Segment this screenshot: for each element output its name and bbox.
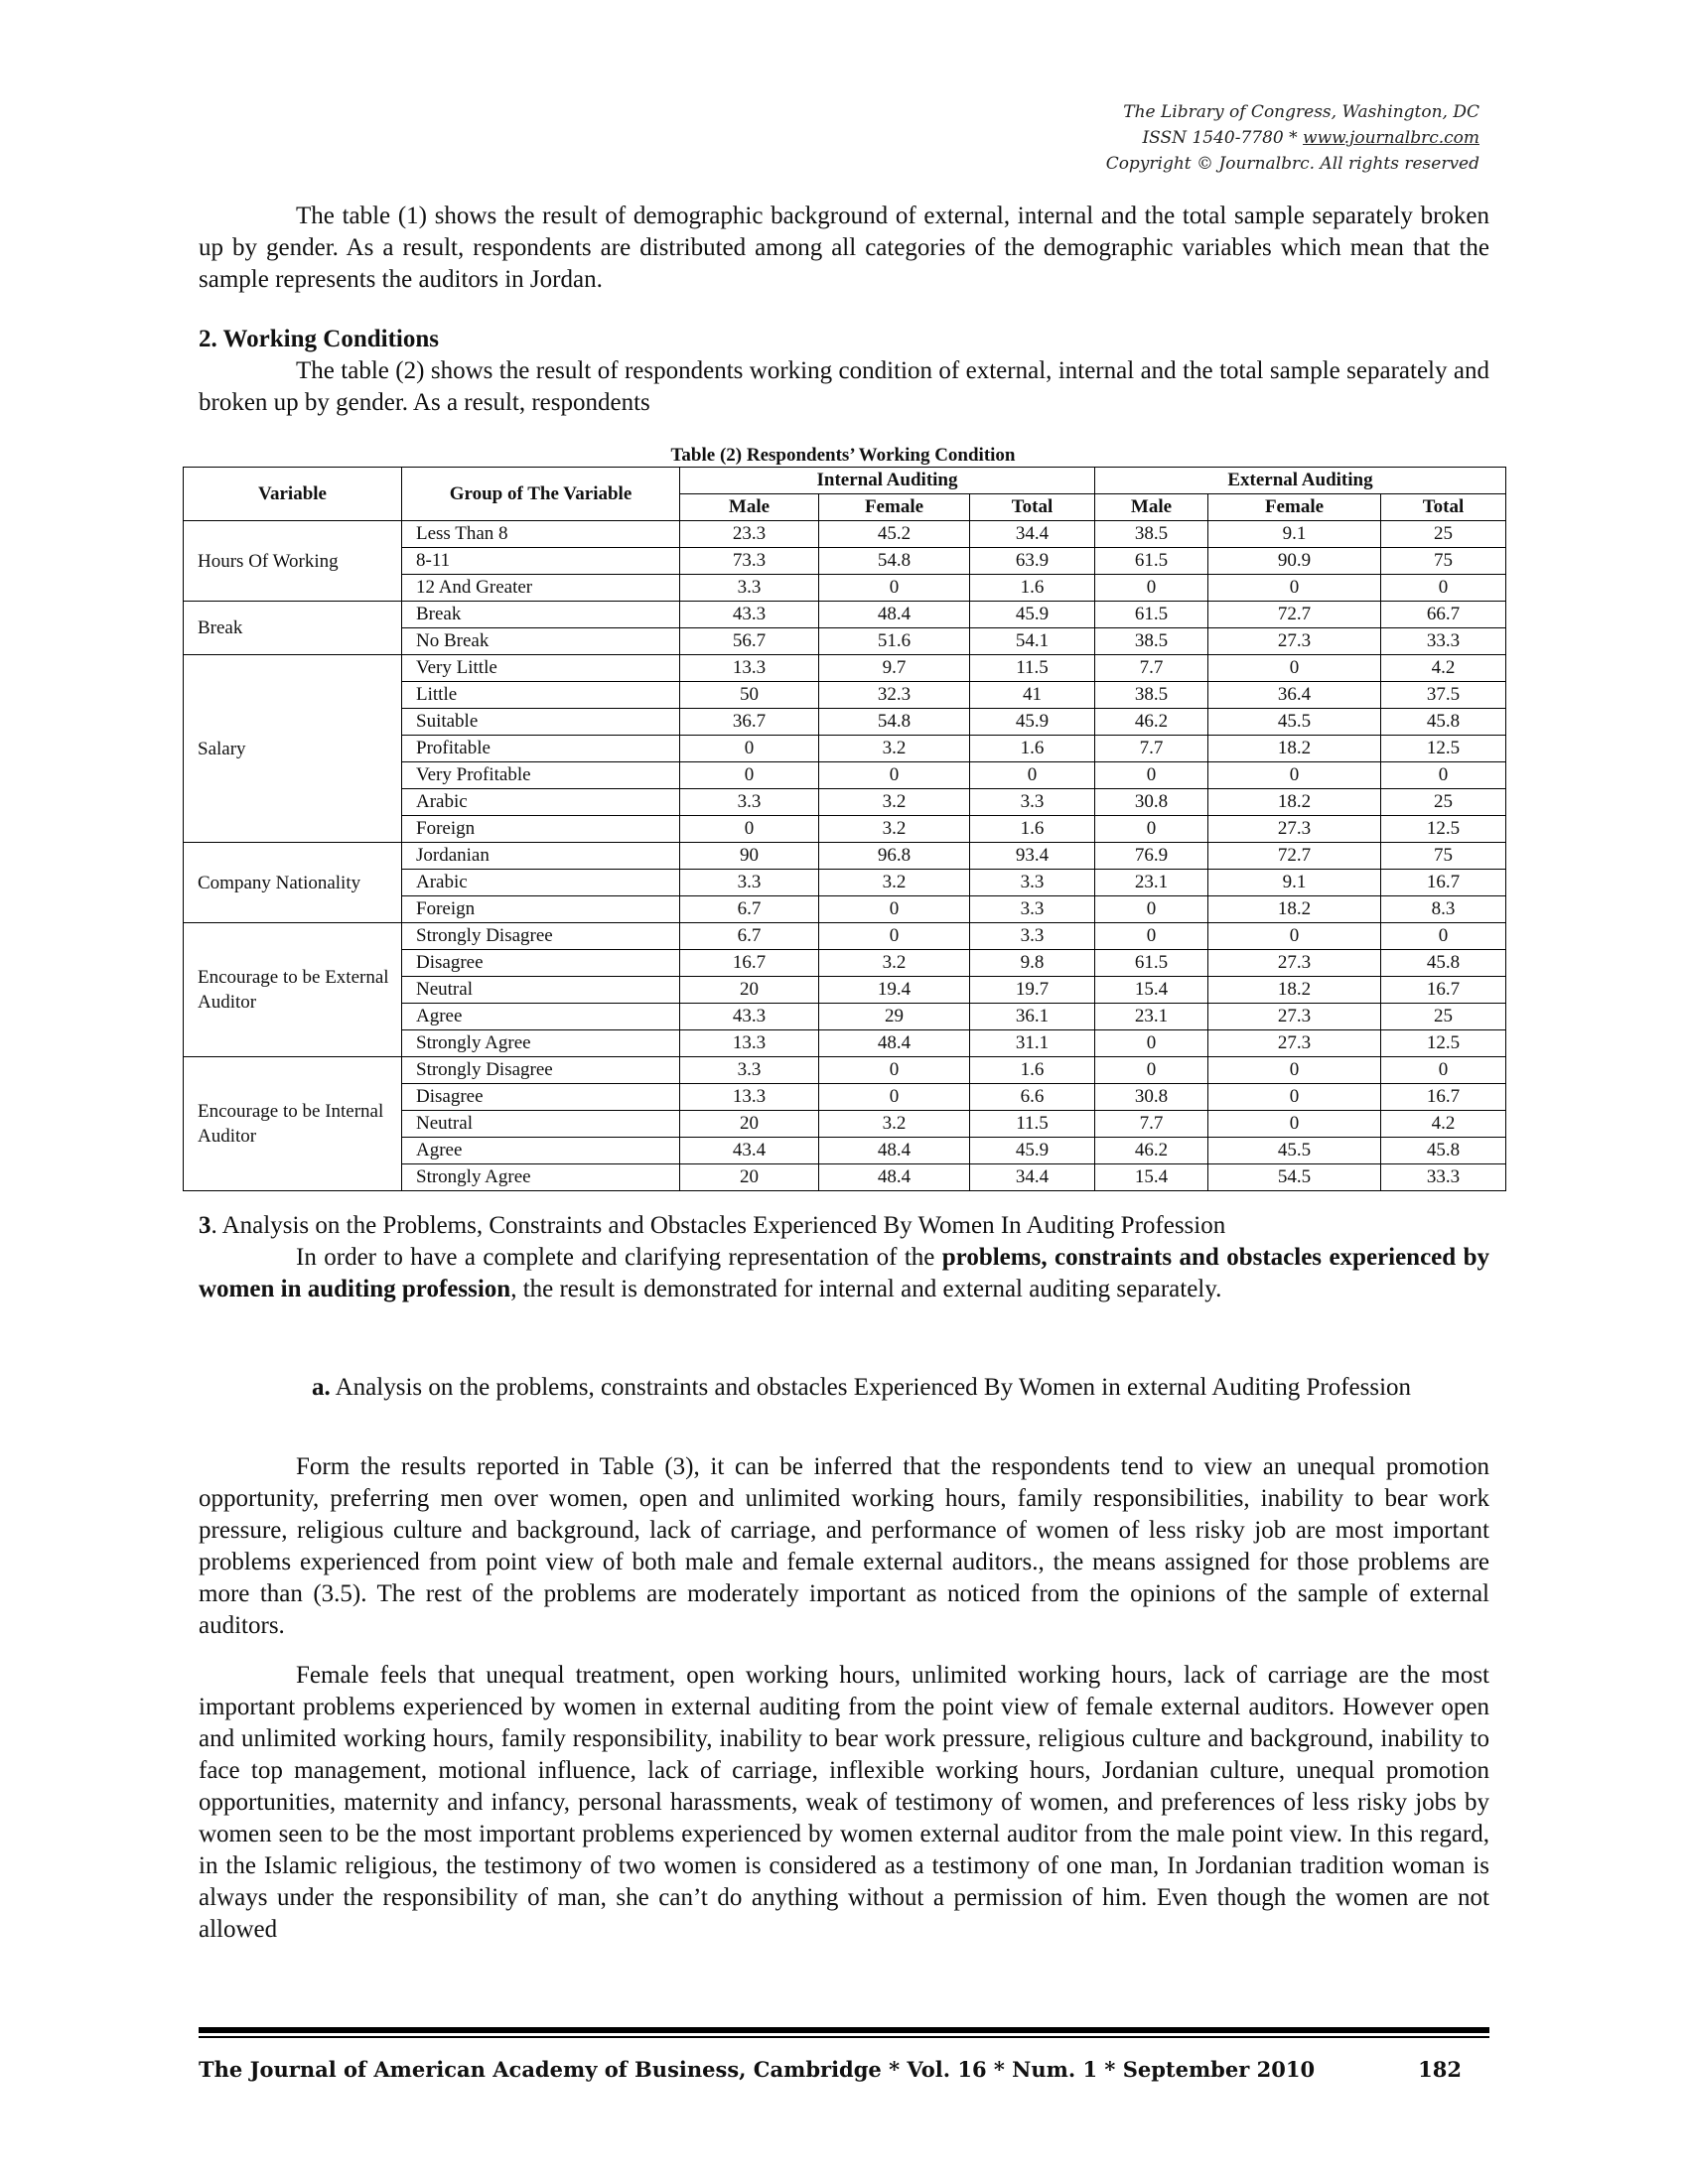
value-cell: 45.9 [970, 602, 1095, 628]
value-cell: 0 [1208, 575, 1381, 602]
value-cell: 0 [1208, 1111, 1381, 1138]
value-cell: 20 [680, 1164, 819, 1191]
value-cell: 43.3 [680, 1004, 819, 1030]
section-2-paragraph: The table (2) shows the result of respondents working condition of external, internal and the total sample separately and broken up by gender. As a result, respondents [199, 357, 1489, 416]
header-internal-auditing: Internal Auditing [680, 468, 1095, 494]
value-cell: 0 [680, 816, 819, 843]
value-cell: 37.5 [1381, 682, 1506, 709]
value-cell: 3.3 [680, 870, 819, 896]
value-cell: 27.3 [1208, 816, 1381, 843]
value-cell: 3.2 [819, 950, 970, 977]
header-line-library: The Library of Congress, Washington, DC [1123, 102, 1479, 122]
value-cell: 66.7 [1381, 602, 1506, 628]
value-cell: 8.3 [1381, 896, 1506, 923]
section-2 [199, 324, 1489, 419]
page-header [1106, 99, 1479, 177]
value-cell: 16.7 [1381, 1084, 1506, 1111]
group-cell: Little [402, 682, 680, 709]
value-cell: 3.3 [680, 1057, 819, 1084]
value-cell: 12.5 [1381, 1030, 1506, 1057]
group-cell: Suitable [402, 709, 680, 736]
value-cell: 61.5 [1095, 602, 1208, 628]
value-cell: 75 [1381, 843, 1506, 870]
value-cell: 9.1 [1208, 521, 1381, 548]
variable-cell: Encourage to be Internal Auditor [184, 1057, 402, 1191]
value-cell: 4.2 [1381, 1111, 1506, 1138]
list-item-text: Analysis on the problems, constraints and obstacles Experienced By Women in external Auditing Profession [330, 1374, 1412, 1401]
table-caption: Table (2) Respondents’ Working Condition [670, 445, 1016, 466]
value-cell: 16.7 [680, 950, 819, 977]
value-cell: 33.3 [1381, 1164, 1506, 1191]
value-cell: 25 [1381, 521, 1506, 548]
value-cell: 45.9 [970, 1138, 1095, 1164]
value-cell: 15.4 [1095, 1164, 1208, 1191]
section-3 [199, 1210, 1489, 1305]
value-cell: 45.8 [1381, 709, 1506, 736]
table-row [184, 1057, 1506, 1084]
value-cell: 90 [680, 843, 819, 870]
value-cell: 27.3 [1208, 950, 1381, 977]
section-3-paragraph-3: Female feels that unequal treatment, open working hours, unlimited working hours, lack of carriage are the most important problems experienced by women in external auditing from the point view of female external auditors. However open and unlimited working hours, family responsibility, inability to bear work pressure, religious culture and background, inability to face top management, motional influence, lack of carriage, inflexible working hours, Jordanian culture, unequal promotion opportunities, maternity and infancy, personal harassments, weak of testimony of women, and preferences of less risky jobs by women seen to be the most important problems experienced by women external auditor from the male point view. In this regard, in the Islamic religious, the testimony of two women is considered as a testimony of one man, In Jordanian tradition woman is always under the responsibility of man, she can’t do anything without a permission of him. Even though the women are not allowed [199, 1662, 1489, 1943]
value-cell: 48.4 [819, 1138, 970, 1164]
value-cell: 3.3 [680, 789, 819, 816]
value-cell: 16.7 [1381, 870, 1506, 896]
value-cell: 0 [680, 762, 819, 789]
group-cell: Strongly Agree [402, 1030, 680, 1057]
value-cell: 0 [819, 1057, 970, 1084]
value-cell: 0 [1095, 896, 1208, 923]
section-3-paragraph-1 [199, 1242, 1489, 1305]
value-cell: 0 [819, 923, 970, 950]
value-cell: 18.2 [1208, 896, 1381, 923]
value-cell: 23.1 [1095, 870, 1208, 896]
value-cell: 15.4 [1095, 977, 1208, 1004]
value-cell: 48.4 [819, 1030, 970, 1057]
value-cell: 1.6 [970, 816, 1095, 843]
header-external-auditing: External Auditing [1095, 468, 1506, 494]
group-cell: No Break [402, 628, 680, 655]
header-external-male: Male [1095, 494, 1208, 521]
value-cell: 38.5 [1095, 682, 1208, 709]
value-cell: 61.5 [1095, 548, 1208, 575]
value-cell: 18.2 [1208, 789, 1381, 816]
list-item-a [199, 1372, 1630, 1404]
para-text-a: In order to have a complete and clarifying representation of the [296, 1244, 942, 1271]
value-cell: 33.3 [1381, 628, 1506, 655]
value-cell: 0 [1381, 1057, 1506, 1084]
value-cell: 3.3 [680, 575, 819, 602]
variable-cell: Company Nationality [184, 843, 402, 923]
value-cell: 3.2 [819, 870, 970, 896]
value-cell: 3.3 [970, 896, 1095, 923]
section-3-heading [199, 1210, 1489, 1242]
section-2-heading: 2. Working Conditions [199, 326, 439, 352]
value-cell: 13.3 [680, 1084, 819, 1111]
value-cell: 30.8 [1095, 789, 1208, 816]
value-cell: 0 [819, 762, 970, 789]
section-3-heading-text: . Analysis on the Problems, Constraints and Obstacles Experienced By Women In Auditing Profession [211, 1212, 1226, 1239]
value-cell: 41 [970, 682, 1095, 709]
table-row [184, 602, 1506, 628]
header-internal-total: Total [970, 494, 1095, 521]
value-cell: 0 [1095, 1030, 1208, 1057]
value-cell: 45.8 [1381, 1138, 1506, 1164]
value-cell: 46.2 [1095, 709, 1208, 736]
value-cell: 12.5 [1381, 816, 1506, 843]
value-cell: 54.5 [1208, 1164, 1381, 1191]
value-cell: 18.2 [1208, 977, 1381, 1004]
value-cell: 0 [1095, 923, 1208, 950]
value-cell: 73.3 [680, 548, 819, 575]
group-cell: 8-11 [402, 548, 680, 575]
value-cell: 0 [1381, 575, 1506, 602]
value-cell: 27.3 [1208, 628, 1381, 655]
value-cell: 20 [680, 1111, 819, 1138]
value-cell: 34.4 [970, 521, 1095, 548]
value-cell: 30.8 [1095, 1084, 1208, 1111]
footer-rule-thick [199, 2027, 1489, 2033]
table-row [184, 521, 1506, 548]
value-cell: 45.2 [819, 521, 970, 548]
value-cell: 36.1 [970, 1004, 1095, 1030]
value-cell: 23.3 [680, 521, 819, 548]
value-cell: 1.6 [970, 575, 1095, 602]
value-cell: 0 [1095, 762, 1208, 789]
value-cell: 54.8 [819, 548, 970, 575]
group-cell: Strongly Disagree [402, 923, 680, 950]
value-cell: 34.4 [970, 1164, 1095, 1191]
footer-rule-thin [199, 2036, 1489, 2038]
working-condition-table [183, 467, 1506, 1191]
group-cell: Agree [402, 1138, 680, 1164]
value-cell: 7.7 [1095, 1111, 1208, 1138]
value-cell: 45.5 [1208, 1138, 1381, 1164]
header-internal-female: Female [819, 494, 970, 521]
value-cell: 54.1 [970, 628, 1095, 655]
value-cell: 9.8 [970, 950, 1095, 977]
value-cell: 0 [1208, 923, 1381, 950]
value-cell: 3.3 [970, 789, 1095, 816]
value-cell: 25 [1381, 789, 1506, 816]
value-cell: 72.7 [1208, 843, 1381, 870]
para-bold-phrase: problems, constraints and obstacles experienced by women in auditing profession [199, 1244, 1489, 1302]
value-cell: 3.2 [819, 816, 970, 843]
value-cell: 7.7 [1095, 736, 1208, 762]
para-text-b: , the result is demonstrated for internal and external auditing separately. [510, 1276, 1222, 1302]
value-cell: 0 [1208, 1084, 1381, 1111]
variable-cell: Break [184, 602, 402, 655]
value-cell: 56.7 [680, 628, 819, 655]
group-cell: Very Profitable [402, 762, 680, 789]
value-cell: 3.2 [819, 736, 970, 762]
value-cell: 4.2 [1381, 655, 1506, 682]
group-cell: Arabic [402, 789, 680, 816]
value-cell: 90.9 [1208, 548, 1381, 575]
value-cell: 32.3 [819, 682, 970, 709]
table-header-row-1 [184, 468, 1506, 494]
value-cell: 45.8 [1381, 950, 1506, 977]
value-cell: 0 [1208, 762, 1381, 789]
group-cell: Neutral [402, 977, 680, 1004]
group-cell: Strongly Agree [402, 1164, 680, 1191]
group-cell: Strongly Disagree [402, 1057, 680, 1084]
value-cell: 6.7 [680, 896, 819, 923]
value-cell: 43.3 [680, 602, 819, 628]
value-cell: 12.5 [1381, 736, 1506, 762]
value-cell: 0 [1095, 575, 1208, 602]
group-cell: Foreign [402, 816, 680, 843]
value-cell: 3.3 [970, 870, 1095, 896]
group-cell: Neutral [402, 1111, 680, 1138]
group-cell: Very Little [402, 655, 680, 682]
value-cell: 48.4 [819, 602, 970, 628]
value-cell: 0 [1208, 655, 1381, 682]
value-cell: 46.2 [1095, 1138, 1208, 1164]
group-cell: 12 And Greater [402, 575, 680, 602]
group-cell: Arabic [402, 870, 680, 896]
table-row [184, 843, 1506, 870]
group-cell: Disagree [402, 950, 680, 977]
value-cell: 27.3 [1208, 1004, 1381, 1030]
group-cell: Foreign [402, 896, 680, 923]
intro-paragraph: The table (1) shows the result of demographic background of external, internal and the total sample separately broken up by gender. As a result, respondents are distributed among all categories of the demographic variables which mean that the sample represents the auditors in Jordan. [199, 203, 1489, 293]
value-cell: 11.5 [970, 655, 1095, 682]
header-group: Group of The Variable [402, 468, 680, 521]
value-cell: 29 [819, 1004, 970, 1030]
value-cell: 18.2 [1208, 736, 1381, 762]
value-cell: 48.4 [819, 1164, 970, 1191]
header-external-total: Total [1381, 494, 1506, 521]
value-cell: 51.6 [819, 628, 970, 655]
value-cell: 19.4 [819, 977, 970, 1004]
value-cell: 1.6 [970, 736, 1095, 762]
group-cell: Jordanian [402, 843, 680, 870]
value-cell: 23.1 [1095, 1004, 1208, 1030]
group-cell: Less Than 8 [402, 521, 680, 548]
value-cell: 7.7 [1095, 655, 1208, 682]
value-cell: 0 [1095, 816, 1208, 843]
group-cell: Disagree [402, 1084, 680, 1111]
value-cell: 20 [680, 977, 819, 1004]
value-cell: 63.9 [970, 548, 1095, 575]
value-cell: 0 [1381, 762, 1506, 789]
group-cell: Agree [402, 1004, 680, 1030]
header-line-copyright: Copyright © Journalbrc. All rights reserved [1105, 154, 1479, 174]
header-internal-male: Male [680, 494, 819, 521]
value-cell: 25 [1381, 1004, 1506, 1030]
value-cell: 19.7 [970, 977, 1095, 1004]
value-cell: 93.4 [970, 843, 1095, 870]
value-cell: 0 [819, 1084, 970, 1111]
value-cell: 9.7 [819, 655, 970, 682]
header-line-issn [1106, 125, 1479, 151]
value-cell: 50 [680, 682, 819, 709]
variable-cell: Salary [184, 655, 402, 843]
group-cell: Profitable [402, 736, 680, 762]
value-cell: 36.7 [680, 709, 819, 736]
value-cell: 72.7 [1208, 602, 1381, 628]
value-cell: 0 [1095, 1057, 1208, 1084]
value-cell: 45.9 [970, 709, 1095, 736]
section-3-paragraph-2: Form the results reported in Table (3), it can be inferred that the respondents tend to view an unequal promotion opportunity, preferring men over women, open and unlimited working hours, family responsibilities, inability to bear work pressure, religious culture and background, lack of carriage, and performance of women of less risky job are most important problems experienced from point view of both male and female external auditors., the means assigned for those problems are more than (3.5). The rest of the problems are moderately important as noticed from the opinions of the sample of external auditors. [199, 1453, 1489, 1639]
table-row [184, 655, 1506, 682]
value-cell: 0 [819, 896, 970, 923]
table-row [184, 923, 1506, 950]
value-cell: 9.1 [1208, 870, 1381, 896]
header-variable: Variable [184, 468, 402, 521]
value-cell: 6.7 [680, 923, 819, 950]
value-cell: 36.4 [1208, 682, 1381, 709]
value-cell: 75 [1381, 548, 1506, 575]
list-item-label: a. [312, 1374, 331, 1401]
table-body [184, 521, 1506, 1191]
value-cell: 3.2 [819, 789, 970, 816]
value-cell: 0 [1381, 923, 1506, 950]
value-cell: 3.3 [970, 923, 1095, 950]
value-cell: 3.2 [819, 1111, 970, 1138]
journal-link[interactable]: www.journalbrc.com [1303, 128, 1479, 148]
value-cell: 43.4 [680, 1138, 819, 1164]
value-cell: 0 [819, 575, 970, 602]
value-cell: 54.8 [819, 709, 970, 736]
page-number: 182 [1418, 2057, 1462, 2082]
value-cell: 61.5 [1095, 950, 1208, 977]
value-cell: 1.6 [970, 1057, 1095, 1084]
group-cell: Break [402, 602, 680, 628]
value-cell: 6.6 [970, 1084, 1095, 1111]
value-cell: 27.3 [1208, 1030, 1381, 1057]
variable-cell: Encourage to be External Auditor [184, 923, 402, 1057]
value-cell: 76.9 [1095, 843, 1208, 870]
issn-text: ISSN 1540-7780 * [1142, 128, 1304, 148]
value-cell: 45.5 [1208, 709, 1381, 736]
value-cell: 38.5 [1095, 628, 1208, 655]
footer-journal: The Journal of American Academy of Business, Cambridge * Vol. 16 * Num. 1 * September 2010 [199, 2057, 1316, 2082]
value-cell: 96.8 [819, 843, 970, 870]
value-cell: 0 [1208, 1057, 1381, 1084]
value-cell: 16.7 [1381, 977, 1506, 1004]
section-3-number: 3 [199, 1212, 211, 1239]
value-cell: 0 [970, 762, 1095, 789]
value-cell: 11.5 [970, 1111, 1095, 1138]
value-cell: 38.5 [1095, 521, 1208, 548]
value-cell: 31.1 [970, 1030, 1095, 1057]
value-cell: 13.3 [680, 655, 819, 682]
value-cell: 0 [680, 736, 819, 762]
variable-cell: Hours Of Working [184, 521, 402, 602]
header-external-female: Female [1208, 494, 1381, 521]
value-cell: 13.3 [680, 1030, 819, 1057]
